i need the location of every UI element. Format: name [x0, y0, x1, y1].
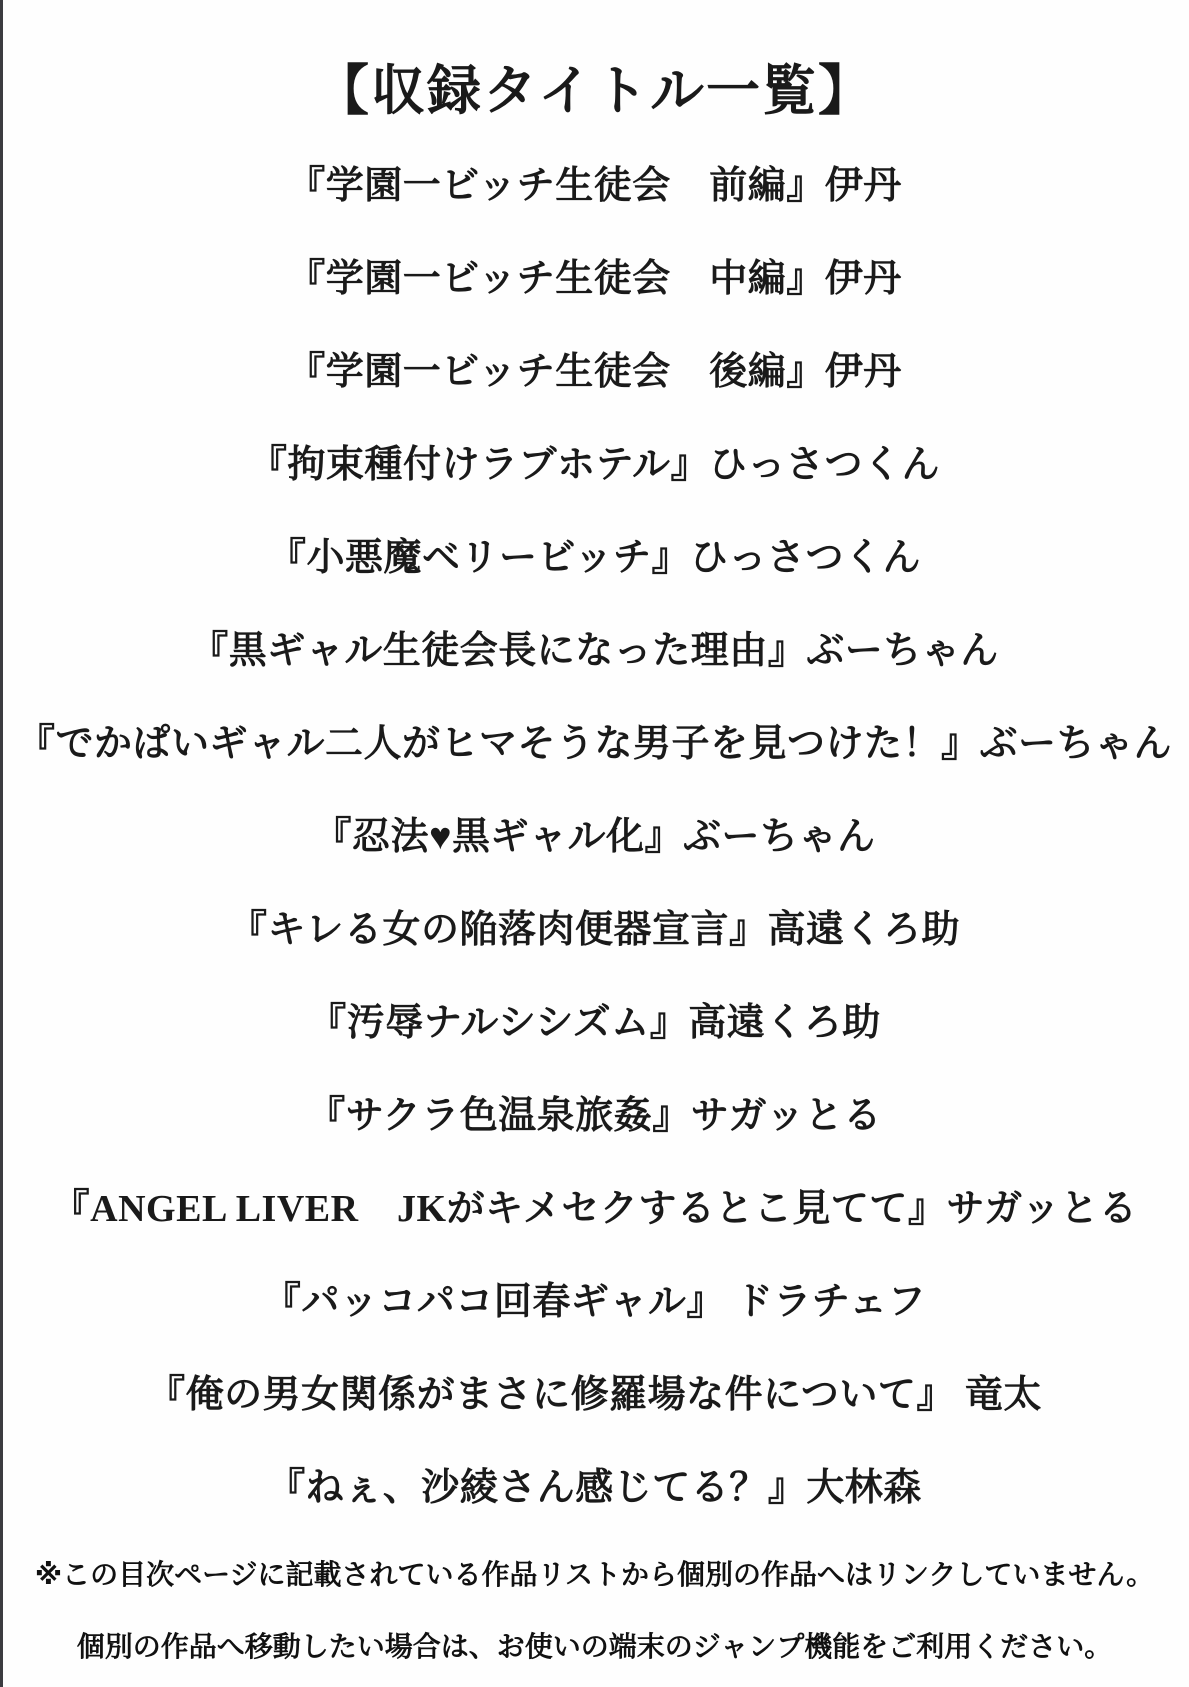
toc-item: 『拘束種付けラブホテル』ひっさつくん — [248, 444, 941, 487]
footer-disclaimer-line-2: 個別の作品へ移動したい場合は、お使いの端末のジャンプ機能をご利用ください。 — [76, 1631, 1113, 1663]
toc-item: 『キレる女の陥落肉便器宣言』高遠くろ助 — [228, 909, 961, 952]
page-title-text: 【収録タイトル一覧】 — [315, 61, 874, 121]
page-title — [0, 0, 1189, 126]
toc-item: 『俺の男女関係がまさに修羅場な件について』 竜太 — [147, 1374, 1042, 1417]
toc-item: 『学園一ビッチ生徒会 前編』伊丹 — [287, 165, 902, 208]
page-edge-line — [0, 0, 3, 1687]
toc-item: 『ねぇ、沙綾さん感じてる？』大林森 — [267, 1467, 922, 1510]
footer-disclaimer — [0, 1539, 1189, 1683]
toc-item: 『学園一ビッチ生徒会 後編』伊丹 — [287, 351, 902, 394]
toc-item: 『小悪魔ベリービッチ』ひっさつくん — [268, 537, 921, 580]
toc-item: 『ANGEL LIVER JKがキメセクするとこ見てて』サガッとる — [51, 1188, 1138, 1231]
toc-item: 『パッコパコ回春ギャル』 ドラチェフ — [262, 1281, 927, 1324]
toc-item: 『でかぱいギャル二人がヒマそうな男子を見つけた！』ぶーちゃん — [16, 723, 1172, 766]
footer-disclaimer-line-1: ※この目次ページに記載されている作品リストから個別の作品へはリンクしていません。 — [34, 1559, 1155, 1591]
toc-item: 『忍法♥黒ギャル化』ぶーちゃん — [313, 816, 876, 859]
toc-item: 『学園一ビッチ生徒会 中編』伊丹 — [287, 258, 902, 301]
toc-item: 『黒ギャル生徒会長になった理由』ぶーちゃん — [190, 630, 999, 673]
toc-item: 『汚辱ナルシシズム』高遠くろ助 — [308, 1002, 881, 1045]
toc-item: 『サクラ色温泉旅姦』サガッとる — [307, 1095, 882, 1138]
toc-list — [0, 140, 1189, 1535]
